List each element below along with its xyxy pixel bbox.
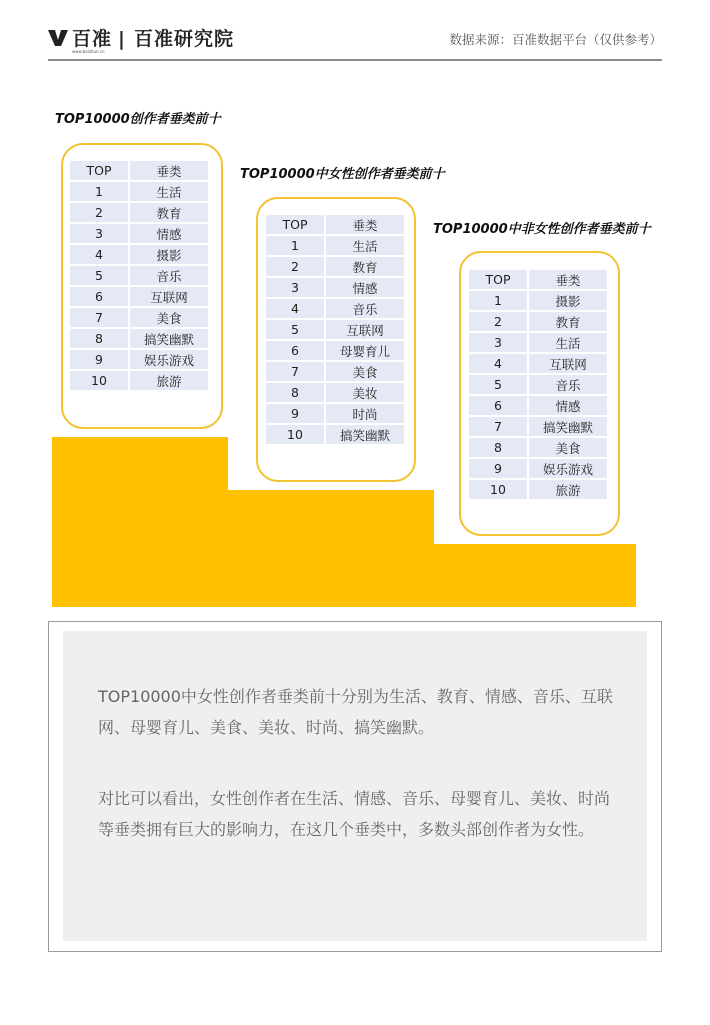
category-cell: 互联网: [326, 320, 404, 339]
category-cell: 情感: [529, 396, 607, 415]
category-cell: 互联网: [529, 354, 607, 373]
table-row: [469, 459, 607, 478]
category-cell: 教育: [529, 312, 607, 331]
table-row: [266, 320, 404, 339]
table-row: [70, 245, 208, 264]
header-divider: [48, 59, 662, 61]
rank-cell: 3: [469, 333, 527, 352]
table-row: [469, 438, 607, 457]
table-row: [469, 375, 607, 394]
category-cell: 美食: [326, 362, 404, 381]
rank-cell: 4: [266, 299, 324, 318]
data-source: 数据来源：百准数据平台（仅供参考）: [449, 32, 662, 47]
rank-cell: 5: [266, 320, 324, 339]
brand-full-name: 百准研究院: [134, 28, 235, 50]
category-cell: 美妆: [326, 383, 404, 402]
chart-title-all: TOP10000创作者垂类前十: [55, 112, 221, 127]
rank-cell: 6: [70, 287, 128, 306]
brand-url: www.baizhun.cn: [72, 49, 105, 54]
table-row: [266, 425, 404, 444]
brand-separator: |: [118, 28, 125, 50]
brand-name: 百准: [72, 28, 113, 50]
category-cell: 生活: [326, 236, 404, 255]
rank-cell: 10: [70, 371, 128, 390]
summary-paragraph-2: 对比可以看出，女性创作者在生活、情感、音乐、母婴育儿、美妆、时尚等垂类拥有巨大的影响力，在这几个垂类中，多数头部创作者为女性。: [98, 789, 611, 839]
table-row: [469, 291, 607, 310]
rank-cell: 5: [469, 375, 527, 394]
rank-cell: 4: [70, 245, 128, 264]
rank-cell: 6: [266, 341, 324, 360]
rank-cell: 6: [469, 396, 527, 415]
rank-cell: 8: [266, 383, 324, 402]
category-cell: 音乐: [130, 266, 208, 285]
table-row: [266, 278, 404, 297]
rank-cell: 3: [266, 278, 324, 297]
table-header-cell: 垂类: [130, 161, 208, 180]
rank-cell: 1: [70, 182, 128, 201]
ranking-table-all: [68, 159, 210, 392]
category-cell: 娱乐游戏: [529, 459, 607, 478]
table-row: [469, 480, 607, 499]
table-row: [70, 266, 208, 285]
category-cell: 生活: [529, 333, 607, 352]
chart-title-female: TOP10000中女性创作者垂类前十: [240, 167, 445, 182]
category-cell: 搞笑幽默: [529, 417, 607, 436]
rank-cell: 4: [469, 354, 527, 373]
table-header-cell: TOP: [266, 215, 324, 234]
table-row: [70, 329, 208, 348]
rank-cell: 9: [266, 404, 324, 423]
category-cell: 时尚: [326, 404, 404, 423]
table-row: [266, 299, 404, 318]
rank-cell: 8: [469, 438, 527, 457]
summary-paragraph-1: TOP10000中女性创作者垂类前十分别为生活、教育、情感、音乐、互联网、母婴育儿、美食、美妆、时尚、搞笑幽默。: [98, 687, 613, 737]
category-cell: 搞笑幽默: [326, 425, 404, 444]
category-cell: 音乐: [326, 299, 404, 318]
rank-cell: 7: [469, 417, 527, 436]
rank-cell: 10: [469, 480, 527, 499]
table-row: [70, 287, 208, 306]
table-header-cell: TOP: [70, 161, 128, 180]
category-cell: 教育: [130, 203, 208, 222]
category-cell: 美食: [529, 438, 607, 457]
table-row: [266, 257, 404, 276]
category-cell: 娱乐游戏: [130, 350, 208, 369]
table-row: [266, 236, 404, 255]
table-row: [469, 312, 607, 331]
table-header-row: [70, 161, 208, 180]
category-cell: 美食: [130, 308, 208, 327]
rank-cell: 2: [70, 203, 128, 222]
table-row: [266, 383, 404, 402]
table-row: [266, 341, 404, 360]
rank-cell: 10: [266, 425, 324, 444]
logo-icon: [48, 28, 68, 48]
category-cell: 旅游: [130, 371, 208, 390]
rank-cell: 5: [70, 266, 128, 285]
table-row: [469, 333, 607, 352]
table-header-cell: TOP: [469, 270, 527, 289]
rank-cell: 3: [70, 224, 128, 243]
page-header: [48, 22, 662, 58]
rank-cell: 7: [70, 308, 128, 327]
table-row: [70, 224, 208, 243]
category-cell: 搞笑幽默: [130, 329, 208, 348]
table-header-row: [469, 270, 607, 289]
category-cell: 音乐: [529, 375, 607, 394]
ranking-table-non-female: [467, 268, 609, 501]
rank-cell: 2: [469, 312, 527, 331]
step-bar-3: [434, 544, 636, 607]
table-header-row: [266, 215, 404, 234]
table-row: [70, 182, 208, 201]
category-cell: 情感: [130, 224, 208, 243]
table-row: [70, 203, 208, 222]
rank-cell: 7: [266, 362, 324, 381]
step-bar-2: [228, 490, 434, 607]
category-cell: 情感: [326, 278, 404, 297]
rank-cell: 1: [266, 236, 324, 255]
category-cell: 互联网: [130, 287, 208, 306]
table-row: [70, 371, 208, 390]
category-cell: 摄影: [529, 291, 607, 310]
table-row: [469, 417, 607, 436]
table-row: [469, 396, 607, 415]
rank-cell: 9: [70, 350, 128, 369]
table-row: [70, 350, 208, 369]
category-cell: 教育: [326, 257, 404, 276]
step-bar-1: [52, 437, 228, 607]
category-cell: 旅游: [529, 480, 607, 499]
rank-cell: 1: [469, 291, 527, 310]
table-row: [266, 404, 404, 423]
rank-cell: 9: [469, 459, 527, 478]
rank-cell: 2: [266, 257, 324, 276]
table-row: [469, 354, 607, 373]
table-row: [266, 362, 404, 381]
category-cell: 生活: [130, 182, 208, 201]
chart-title-non-female: TOP10000中非女性创作者垂类前十: [433, 222, 651, 237]
table-header-cell: 垂类: [326, 215, 404, 234]
category-cell: 摄影: [130, 245, 208, 264]
table-header-cell: 垂类: [529, 270, 607, 289]
ranking-table-female: [264, 213, 406, 446]
category-cell: 母婴育儿: [326, 341, 404, 360]
rank-cell: 8: [70, 329, 128, 348]
table-row: [70, 308, 208, 327]
